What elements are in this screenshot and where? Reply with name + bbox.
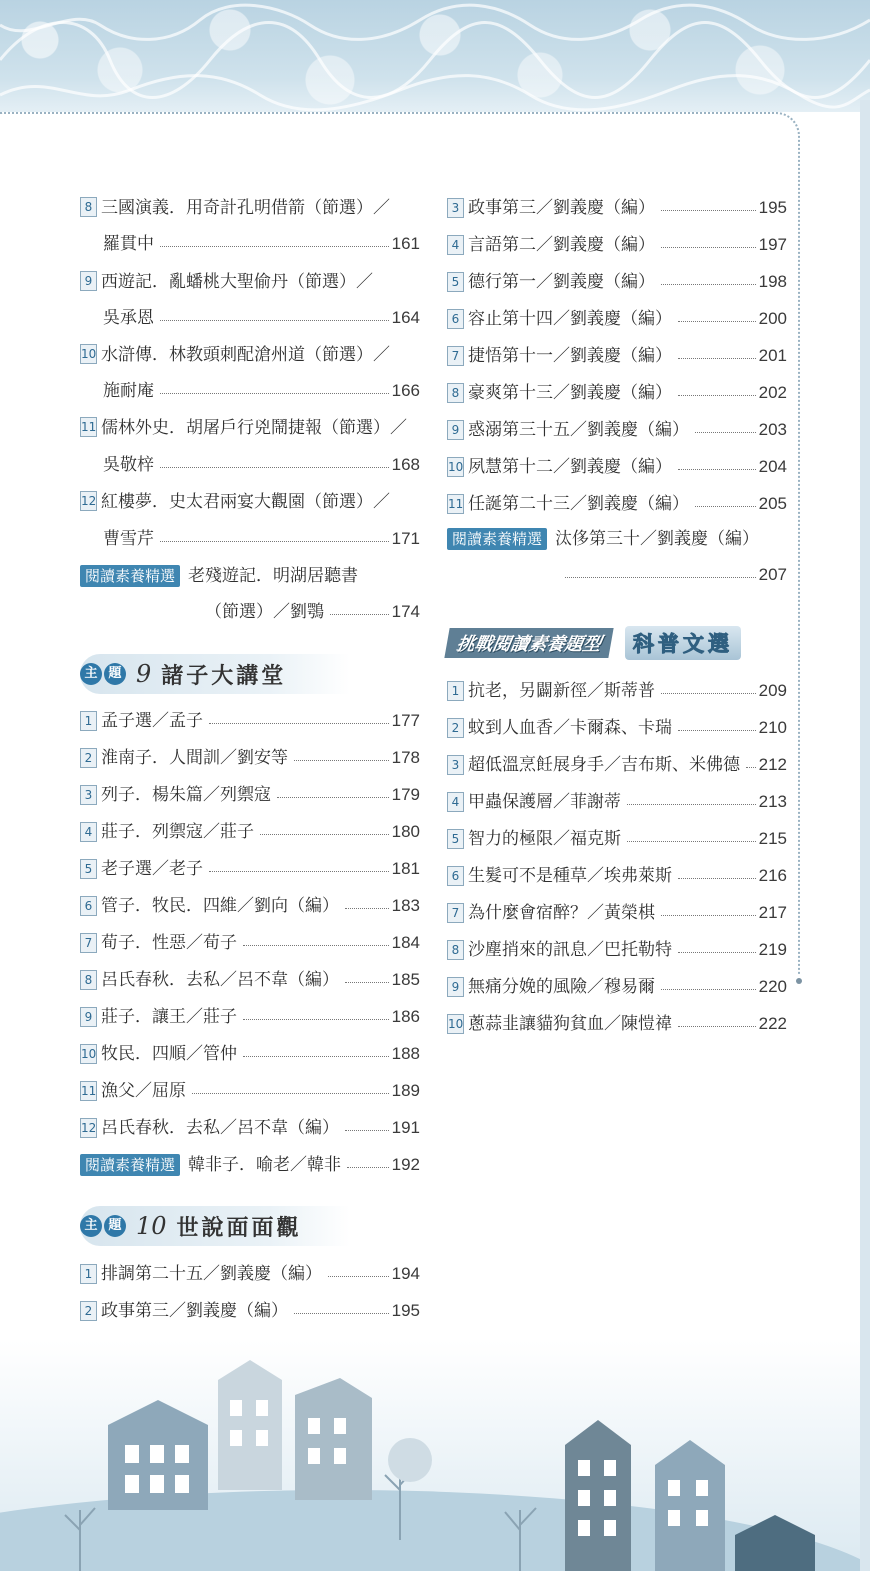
entry-number: 1 xyxy=(80,1264,97,1284)
page-number: 179 xyxy=(391,785,420,804)
theme-title: 諸子大講堂 xyxy=(161,662,287,689)
entry-number: 3 xyxy=(447,755,464,775)
entry-title: 政事第三／劉義慶（編） xyxy=(101,1301,288,1321)
entry-title: 智力的極限／福克斯 xyxy=(468,829,621,849)
entry-title: 老殘遊記．明湖居聽書 xyxy=(188,566,359,586)
leader-dots xyxy=(330,614,389,615)
entry-number: 6 xyxy=(447,309,464,329)
leader-dots xyxy=(678,358,756,359)
entry-author: 施耐庵 xyxy=(103,381,154,401)
page-number: 198 xyxy=(758,272,787,291)
entry-title: 超低溫烹飪展身手／吉布斯、米佛德 xyxy=(468,755,740,775)
page-number: 161 xyxy=(391,234,420,253)
entry-title: 任誕第二十三／劉義慶（編） xyxy=(468,494,689,514)
page-number: 178 xyxy=(391,748,420,767)
page-number: 174 xyxy=(391,602,420,621)
entry-title: 汰侈第三十／劉義慶（編） xyxy=(555,529,760,549)
page-number: 168 xyxy=(391,455,420,474)
entry-number: 5 xyxy=(447,829,464,849)
entry-number: 6 xyxy=(80,896,97,916)
page-number: 184 xyxy=(391,933,420,952)
toc-entry-cont[interactable] xyxy=(103,450,420,480)
toc-entry[interactable] xyxy=(80,487,420,517)
entry-title: 甲蟲保護層／菲謝蒂 xyxy=(468,792,621,812)
entry-number: 8 xyxy=(447,940,464,960)
leader-dots xyxy=(160,467,389,468)
theme-circle-icon: 題 xyxy=(104,1215,126,1237)
entry-number: 4 xyxy=(80,822,97,842)
leader-dots xyxy=(243,945,389,946)
page-number: 201 xyxy=(758,346,787,365)
theme-number: 10 xyxy=(136,1212,167,1240)
page-number: 164 xyxy=(391,308,420,327)
leader-dots xyxy=(678,469,756,470)
reading-badge: 閱讀素養精選 xyxy=(447,528,547,550)
page-number: 194 xyxy=(391,1264,420,1283)
theme-circle-icon: 主 xyxy=(80,1215,102,1237)
entry-title: 西遊記．亂蟠桃大聖偷丹（節選）／ xyxy=(101,272,373,292)
leader-dots xyxy=(328,1276,389,1277)
page-number: 171 xyxy=(391,529,420,548)
entry-number: 2 xyxy=(80,1301,97,1321)
page-number: 210 xyxy=(758,718,787,737)
entry-title: 容止第十四／劉義慶（編） xyxy=(468,309,672,329)
toc-entry[interactable] xyxy=(80,780,420,810)
entry-number: 3 xyxy=(447,198,464,218)
page-number: 222 xyxy=(758,1014,787,1033)
frame-dot xyxy=(796,978,802,984)
page-number: 219 xyxy=(758,940,787,959)
decorative-banner xyxy=(0,0,870,112)
leader-dots xyxy=(160,541,389,542)
leader-dots xyxy=(565,577,756,578)
entry-title: 排調第二十五／劉義慶（編） xyxy=(101,1264,322,1284)
toc-entry[interactable] xyxy=(447,304,787,334)
toc-entry[interactable] xyxy=(80,891,420,921)
entry-title: 漁父／屈原 xyxy=(101,1081,186,1101)
entry-title: 列子．楊朱篇／列禦寇 xyxy=(101,785,271,805)
page-edge xyxy=(860,100,870,1571)
entry-number: 3 xyxy=(80,785,97,805)
entry-title: 三國演義．用奇計孔明借箭（節選）／ xyxy=(101,198,390,218)
entry-number: 7 xyxy=(447,903,464,923)
leader-dots xyxy=(695,506,756,507)
toc-entry[interactable] xyxy=(80,1076,420,1106)
entry-number: 8 xyxy=(80,197,97,217)
toc-entry[interactable] xyxy=(80,1039,420,1069)
leader-dots xyxy=(160,320,389,321)
toc-entry[interactable] xyxy=(447,452,787,482)
entry-number: 5 xyxy=(80,859,97,879)
entry-title: 老子選／老子 xyxy=(101,859,203,879)
entry-number: 9 xyxy=(80,271,97,291)
leader-dots xyxy=(678,878,756,879)
page-number: 202 xyxy=(758,383,787,402)
toc-entry[interactable] xyxy=(447,1009,787,1039)
entry-title: 豪爽第十三／劉義慶（編） xyxy=(468,383,672,403)
entry-title: 水滸傳．林教頭刺配滄州道（節選）／ xyxy=(101,345,390,365)
reading-badge: 閱讀素養精選 xyxy=(80,1154,180,1176)
toc-entry[interactable] xyxy=(80,706,420,736)
toc-entry[interactable] xyxy=(80,817,420,847)
toc-entry[interactable] xyxy=(447,341,787,371)
entry-number: 6 xyxy=(447,866,464,886)
leader-dots xyxy=(345,1130,389,1131)
theme-circle-icon: 題 xyxy=(104,663,126,685)
entry-title: 惑溺第三十五／劉義慶（編） xyxy=(468,420,689,440)
entry-number: 9 xyxy=(80,1007,97,1027)
entry-title: 為什麼會宿醉？／黃榮棋 xyxy=(468,903,655,923)
entry-number: 4 xyxy=(447,792,464,812)
entry-author: （節選）／劉鶚 xyxy=(205,602,324,622)
leader-dots xyxy=(678,730,756,731)
entry-number: 11 xyxy=(80,417,97,437)
leader-dots xyxy=(678,321,756,322)
toc-entry[interactable] xyxy=(80,965,420,995)
leader-dots xyxy=(661,693,756,694)
leader-dots xyxy=(678,952,756,953)
entry-number: 10 xyxy=(447,1014,464,1034)
leader-dots xyxy=(160,393,389,394)
page-number: 191 xyxy=(391,1118,420,1137)
entry-title: 生髮可不是種草／埃弗萊斯 xyxy=(468,866,672,886)
toc-entry[interactable] xyxy=(80,267,420,297)
leader-dots xyxy=(627,841,756,842)
page-number: 181 xyxy=(391,859,420,878)
page-number: 207 xyxy=(758,565,787,584)
page-number: 216 xyxy=(758,866,787,885)
toc-entry[interactable] xyxy=(80,340,420,370)
reading-entry-cont[interactable] xyxy=(565,560,787,590)
page-number: 200 xyxy=(758,309,787,328)
page-number: 205 xyxy=(758,494,787,513)
leader-dots xyxy=(661,247,756,248)
page-number: 189 xyxy=(391,1081,420,1100)
entry-number: 10 xyxy=(80,1044,97,1064)
entry-number: 7 xyxy=(80,933,97,953)
entry-number: 7 xyxy=(447,346,464,366)
entry-number: 9 xyxy=(447,977,464,997)
reading-entry[interactable] xyxy=(447,524,787,554)
entry-title: 蔥蒜韭讓貓狗貧血／陳愷禕 xyxy=(468,1014,672,1034)
leader-dots xyxy=(347,1167,389,1168)
entry-title: 紅樓夢．史太君兩宴大觀園（節選）／ xyxy=(101,492,390,512)
leader-dots xyxy=(678,1026,756,1027)
entry-number: 2 xyxy=(80,748,97,768)
entry-author: 吳敬梓 xyxy=(103,455,154,475)
leader-dots xyxy=(345,908,389,909)
page-number: 185 xyxy=(391,970,420,989)
page-number: 188 xyxy=(391,1044,420,1063)
leader-dots xyxy=(160,246,389,247)
leader-dots xyxy=(294,1313,389,1314)
leader-dots xyxy=(661,210,756,211)
entry-title: 政事第三／劉義慶（編） xyxy=(468,198,655,218)
leader-dots xyxy=(192,1093,389,1094)
toc-entry[interactable] xyxy=(80,928,420,958)
entry-number: 10 xyxy=(80,344,97,364)
leader-dots xyxy=(209,723,389,724)
entry-title: 抗老，另闢新徑／斯蒂普 xyxy=(468,681,655,701)
leader-dots xyxy=(661,915,756,916)
entry-author: 曹雪芹 xyxy=(103,529,154,549)
challenge-title: 挑戰閱讀素養題型 xyxy=(444,628,613,658)
entry-number: 1 xyxy=(447,681,464,701)
page-number: 197 xyxy=(758,235,787,254)
entry-number: 2 xyxy=(447,718,464,738)
page-number: 203 xyxy=(758,420,787,439)
entry-number: 4 xyxy=(447,235,464,255)
entry-title: 無痛分娩的風險／穆易爾 xyxy=(468,977,655,997)
entry-title: 言語第二／劉義慶（編） xyxy=(468,235,655,255)
entry-title: 呂氏春秋．去私／呂不韋（編） xyxy=(101,970,339,990)
leader-dots xyxy=(746,767,756,768)
entry-number: 12 xyxy=(80,1118,97,1138)
toc-entry[interactable] xyxy=(447,935,787,965)
leader-dots xyxy=(661,989,756,990)
page-number: 186 xyxy=(391,1007,420,1026)
entry-title: 儒林外史．胡屠戶行兇鬧捷報（節選）／ xyxy=(101,418,407,438)
entry-title: 莊子．讓王／莊子 xyxy=(101,1007,237,1027)
entry-title: 荀子．性惡／荀子 xyxy=(101,933,237,953)
entry-title: 沙塵捎來的訊息／巴托勒特 xyxy=(468,940,672,960)
theme-10-header xyxy=(80,1206,350,1246)
theme-circle-icon: 主 xyxy=(80,663,102,685)
leader-dots xyxy=(294,760,389,761)
leader-dots xyxy=(345,982,389,983)
challenge-subtitle: 科普文選 xyxy=(625,626,741,660)
entry-number: 8 xyxy=(80,970,97,990)
toc-entry[interactable] xyxy=(447,489,787,519)
entry-title: 夙慧第十二／劉義慶（編） xyxy=(468,457,672,477)
toc-entry[interactable] xyxy=(447,972,787,1002)
page-number: 195 xyxy=(758,198,787,217)
toc-entry-cont[interactable] xyxy=(103,524,420,554)
page-number: 209 xyxy=(758,681,787,700)
entry-number: 11 xyxy=(80,1081,97,1101)
page-number: 180 xyxy=(391,822,420,841)
entry-title: 淮南子．人間訓／劉安等 xyxy=(101,748,288,768)
entry-author: 吳承恩 xyxy=(103,308,154,328)
entry-number: 8 xyxy=(447,383,464,403)
page-number: 195 xyxy=(391,1301,420,1320)
entry-title: 韓非子．喻老／韓非 xyxy=(188,1155,342,1175)
page-number: 213 xyxy=(758,792,787,811)
page-number: 166 xyxy=(391,381,420,400)
entry-number: 10 xyxy=(447,457,464,477)
toc-entry[interactable] xyxy=(447,193,787,223)
toc-entry-cont[interactable] xyxy=(103,303,420,333)
entry-number: 5 xyxy=(447,272,464,292)
entry-title: 牧民．四順／管仲 xyxy=(101,1044,237,1064)
toc-entry[interactable] xyxy=(80,193,420,223)
entry-number: 9 xyxy=(447,420,464,440)
entry-number: 1 xyxy=(80,711,97,731)
floral-pattern-icon xyxy=(0,0,870,112)
toc-entry[interactable] xyxy=(447,861,787,891)
toc-entry-cont[interactable] xyxy=(103,376,420,406)
leader-dots xyxy=(661,284,756,285)
entry-number: 12 xyxy=(80,491,97,511)
toc-entry[interactable] xyxy=(447,378,787,408)
entry-title: 呂氏春秋．去私／呂不韋（編） xyxy=(101,1118,339,1138)
toc-entry[interactable] xyxy=(80,854,420,884)
page-number: 215 xyxy=(758,829,787,848)
toc-entry[interactable] xyxy=(447,787,787,817)
toc-entry[interactable] xyxy=(80,1002,420,1032)
toc-entry[interactable] xyxy=(447,230,787,260)
leader-dots xyxy=(678,395,756,396)
entry-title: 管子．牧民．四維／劉向（編） xyxy=(101,896,339,916)
entry-title: 捷悟第十一／劉義慶（編） xyxy=(468,346,672,366)
entry-title: 德行第一／劉義慶（編） xyxy=(468,272,655,292)
leader-dots xyxy=(260,834,389,835)
leader-dots xyxy=(277,797,389,798)
reading-entry[interactable] xyxy=(80,561,420,591)
entry-title: 蚊到人血香／卡爾森、卡瑞 xyxy=(468,718,672,738)
page-number: 220 xyxy=(758,977,787,996)
leader-dots xyxy=(695,432,756,433)
leader-dots xyxy=(627,804,756,805)
leader-dots xyxy=(243,1056,389,1057)
toc-entry-cont[interactable] xyxy=(103,229,420,259)
toc-entry[interactable] xyxy=(80,1296,420,1326)
toc-entry[interactable] xyxy=(447,267,787,297)
toc-entry[interactable] xyxy=(447,713,787,743)
entry-title: 孟子選／孟子 xyxy=(101,711,203,731)
toc-entry[interactable] xyxy=(447,824,787,854)
entry-number: 11 xyxy=(447,494,464,514)
page-number: 183 xyxy=(391,896,420,915)
toc-entry[interactable] xyxy=(447,676,787,706)
reading-entry-cont[interactable] xyxy=(205,597,420,627)
theme-9-header xyxy=(80,654,350,694)
toc-entry[interactable] xyxy=(80,413,420,443)
page-number: 217 xyxy=(758,903,787,922)
toc-entry[interactable] xyxy=(80,1259,420,1289)
toc-entry[interactable] xyxy=(447,415,787,445)
page-number: 204 xyxy=(758,457,787,476)
leader-dots xyxy=(243,1019,389,1020)
toc-entry[interactable] xyxy=(447,750,787,780)
theme-number: 9 xyxy=(136,660,152,688)
reading-badge: 閱讀素養精選 xyxy=(80,565,180,587)
entry-author: 羅貫中 xyxy=(103,234,154,254)
reading-entry[interactable] xyxy=(80,1150,420,1180)
page-number: 192 xyxy=(391,1155,420,1174)
town-illustration xyxy=(0,1340,860,1571)
entry-title: 莊子．列禦寇／莊子 xyxy=(101,822,254,842)
leader-dots xyxy=(209,871,389,872)
challenge-header xyxy=(447,622,757,664)
toc-entry[interactable] xyxy=(447,898,787,928)
page-number: 212 xyxy=(758,755,787,774)
toc-entry[interactable] xyxy=(80,1113,420,1143)
page-number: 177 xyxy=(391,711,420,730)
theme-title: 世說面面觀 xyxy=(176,1214,302,1241)
toc-entry[interactable] xyxy=(80,743,420,773)
